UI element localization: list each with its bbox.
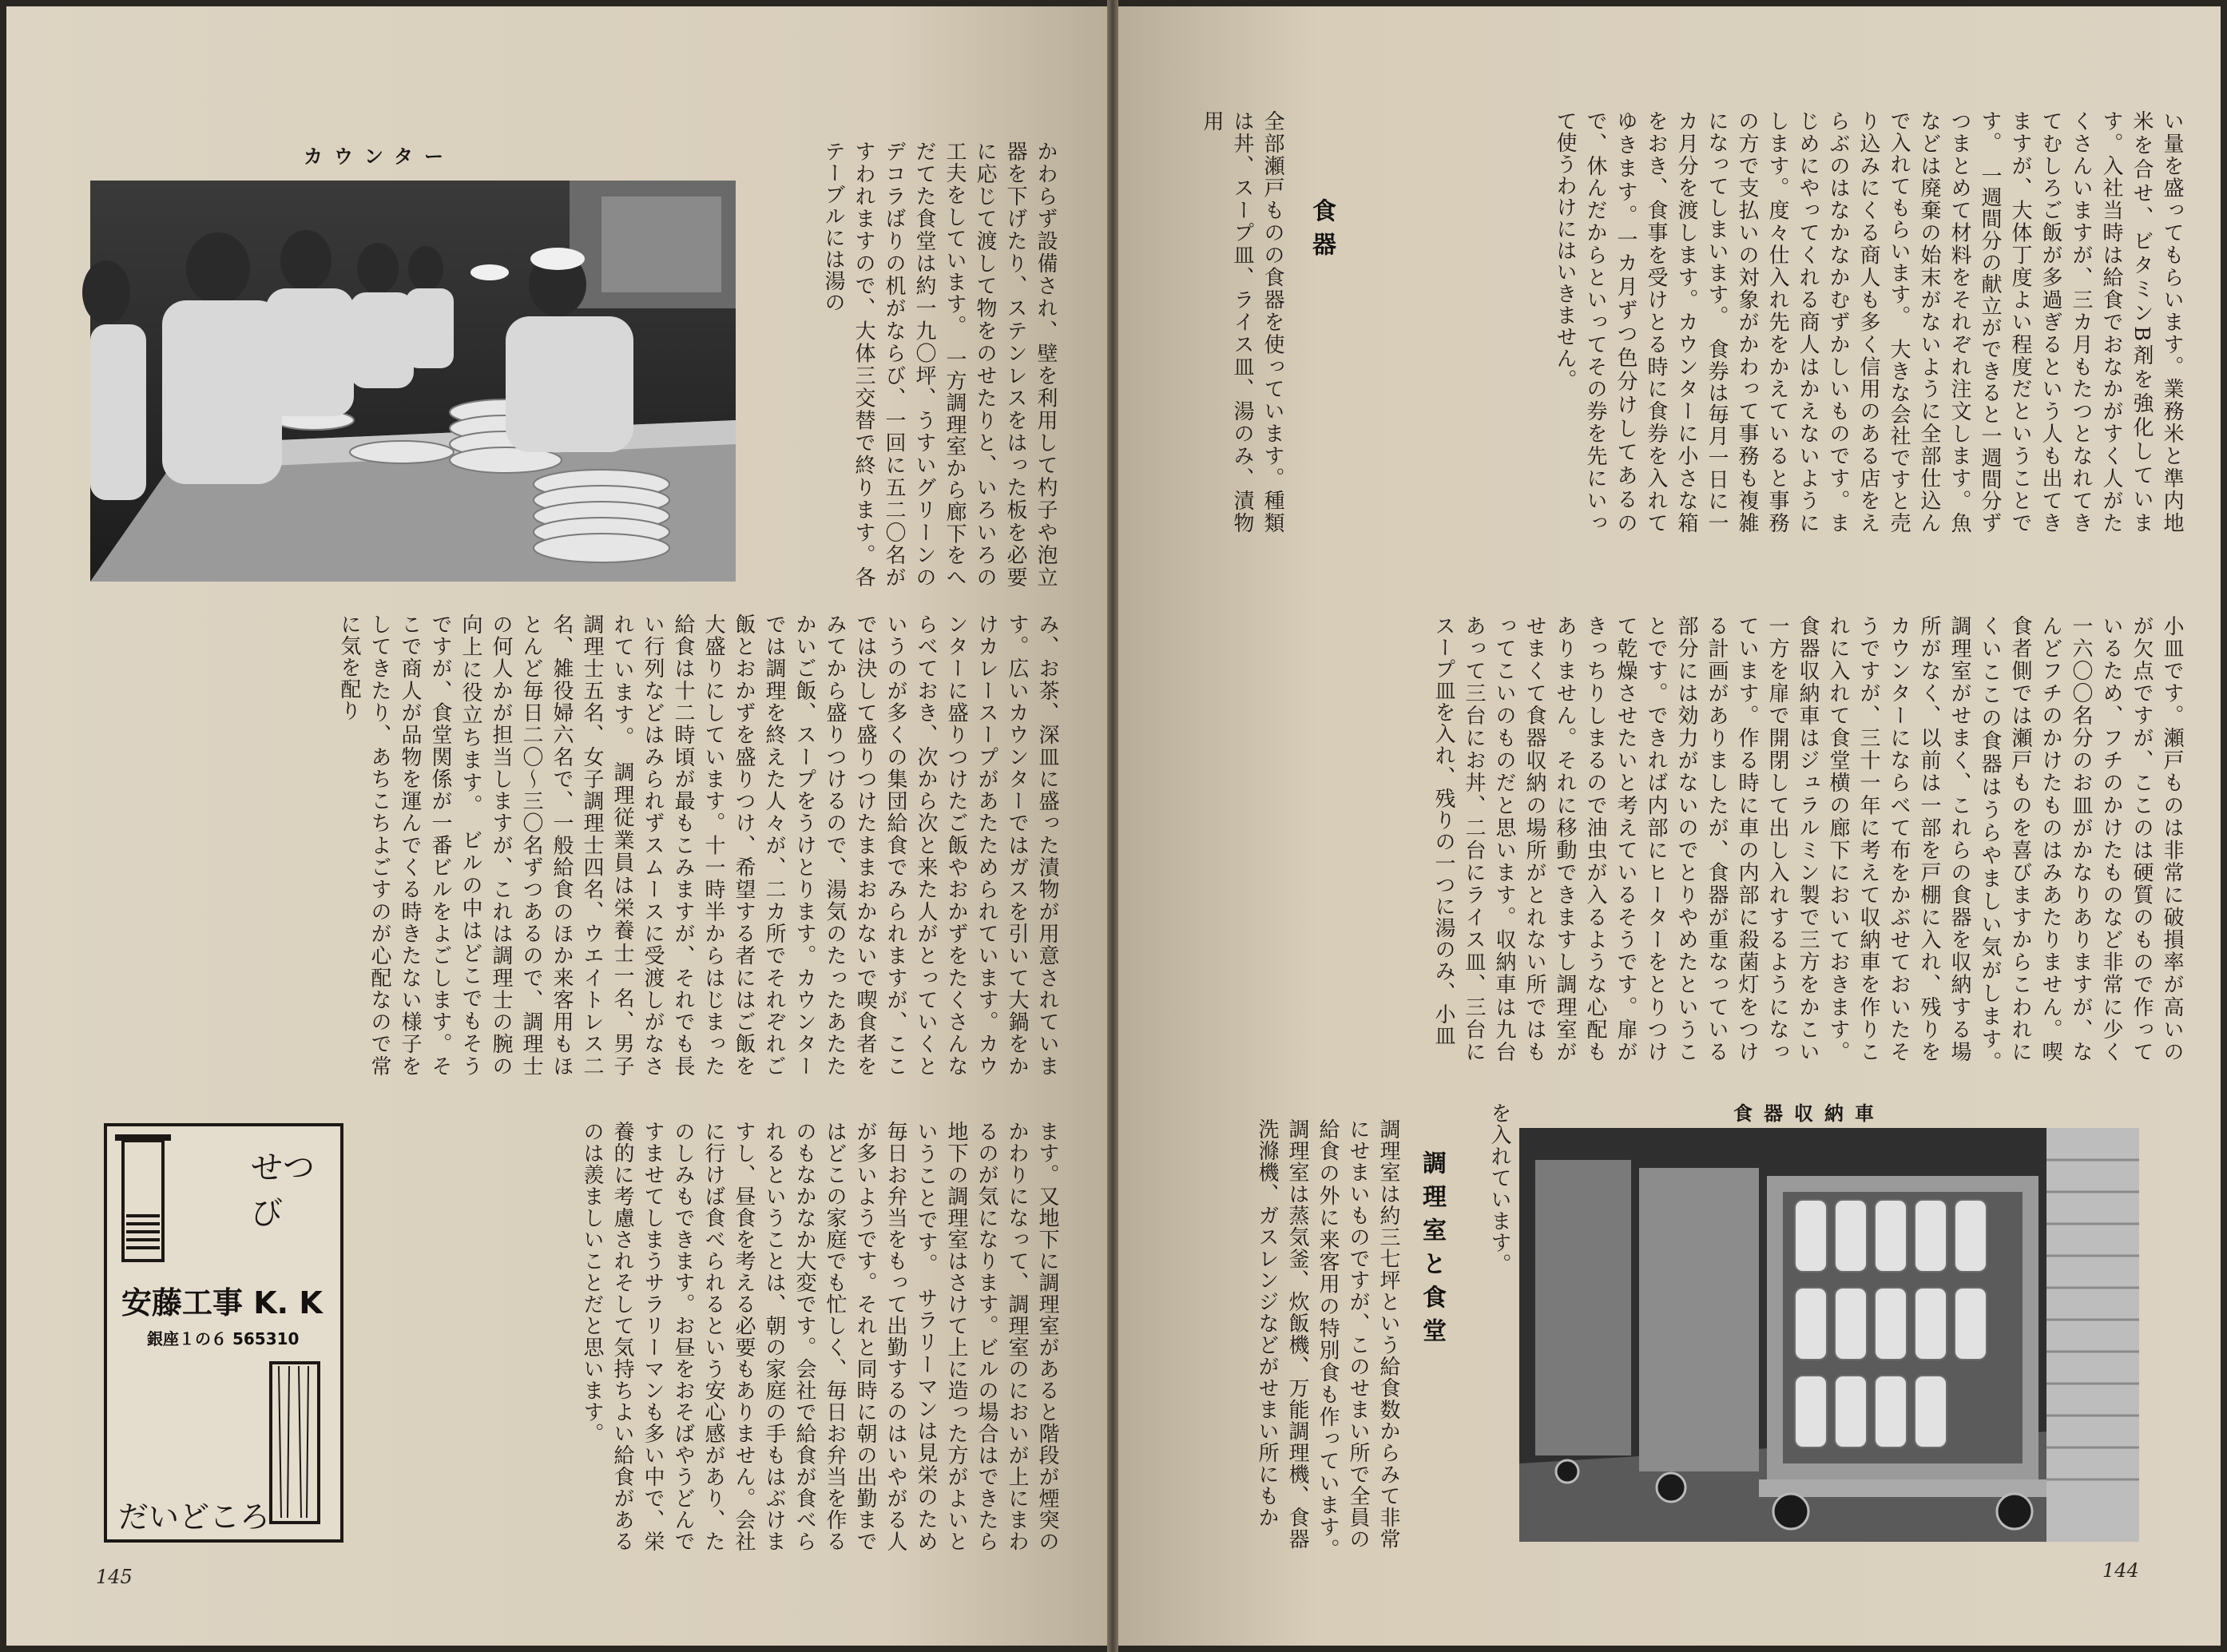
page-number-145: 145: [96, 1566, 133, 1588]
heading-shokki: 食器: [1308, 198, 1336, 265]
ad-company-name: 安藤工事 K. K: [121, 1285, 323, 1320]
photo-storage-cart: [1519, 1128, 2139, 1542]
text-block-right-kitchen: 調理室は約三七坪という給食数からみて非常にせまいものですが、このせまい所で全員の給食の外に来客用の特別食も作っています。 調理室は蒸気釜、炊飯機、万能調理機、食器洗滌機、ガスレンジなどがせまい所にもか: [1255, 1118, 1400, 1571]
ad-ando-kouji: [104, 1123, 343, 1543]
page-number-144: 144: [2102, 1559, 2139, 1582]
ad-daidokoro-text: だいどころ: [118, 1499, 271, 1535]
text-block-right-tableware: 全部瀬戸ものの食器を使っています。種類は丼、スープ皿、ライス皿、湯のみ、漬物用: [1200, 110, 1284, 534]
text-block-right-short: を入れています。: [1487, 1102, 1511, 1275]
counter-photo-image: [90, 181, 736, 582]
page-144: [1118, 6, 2221, 1646]
text-block-left-middle: み、お茶、深皿に盛った漬物が用意されています。広いカウンターではガスを引いて大鍋をかけカレースープがあたためられています。カウンターに盛りつけたご飯やおかずをたくさんならべておき、次から次と来た人がとっていくというのが多くの集団給食でみられますが、ここでは決して盛りつけたままおかないで喫食者をみてから盛りつけるので、湯気のたったあたたかいご飯、スープをうけとります。カウンターでは調理を終えた人々が、二カ所でそれぞれご飯とおかずを盛りつけ、希望する者にはご飯を大盛りにしています。十一時半からはじまった給食は十二時頃が最もこみますが、それでも長い行列などはみられずスムースに受渡しがなされています。 調理従業員は栄養士一名、男子調理士五名、女子調理士四名、ウエイトレス二名、雑役婦六名で、一般給食のほか来客用もほとんど毎日二〇〜三〇名ずつあるので、調理士の何人かが担当しますが、これは調理士の腕の向上に役立ちます。 ビルの中はどこでもそうですが、食堂関係が一番ビルをよごします。そこで商人が品物を運んでくる時きたない様子をしてきたり、あちこちよごすのが心配なので常に気を配り: [337, 614, 1059, 1077]
photo-caption-counter: カウンター: [304, 145, 455, 168]
text-block-right-top: い量を盛ってもらいます。業務米と準内地米を合せ、ビタミンB剤を強化しています。入社当時は給食でおなかがすく人がたくさんいますが、三カ月もたつとなれてきてむしろご飯が多過ぎるという人も出てきますが、大体丁度よい程度だということです。 一週間分の献立ができると一週間分ずつまとめて材料をそれぞれ注文します。魚などは廃棄の始末がないように全部仕込んで入れてもらいます。 大きな会社ですと売り込みにくる商人も多く信用のある店をえらぶのはなかなかむずかしいものです。まじめにやってくれる商人はかえないようにします。度々仕入れ先をかえていると事務の方で支払いの対象がかわって事務も複雑になってしまいます。 食券は毎月一日に一カ月分を渡します。カウンターに小さな箱をおき、食事を受けとる時に食券を入れてゆきます。一カ月ずつ色分けしてあるので、休んだからといってその券を先にいって使うわけにはいきません。: [1553, 110, 2184, 534]
photo-counter: [90, 181, 736, 582]
text-block-left-top: かわらず設備され、壁を利用して杓子や泡立器を下げたり、ステンレスをはった板を必要に応じて渡して物をのせたりと、いろいろの工夫をしています。 一方調理室から廊下をへだてた食堂は約一九〇坪、うすいグリーンのデコラばりの机がならび、一回に五二〇名がすわれますので、大体三交替で終ります。各テーブルには湯の: [821, 141, 1058, 588]
page-145: [6, 6, 1107, 1646]
book-gutter: [1107, 0, 1118, 1652]
text-block-left-bottom: ます。又地下に調理室があると階段が煙突のかわりになって、調理室のにおいが上にまわるのが気になります。ビルの場合はできたら地下の調理室はさけて上に造った方がよいということです。 サラリーマンは見栄のため毎日お弁当をもって出勤するのはいやがる人が多いようです。それと同時に朝の出勤まではどこの家庭でも忙しく、毎日お弁当を作るのもなかなか大変です。会社で給食が食べられるということは、朝の家庭の手もはぶけますし、昼食を考える必要もありません。会社に行けば食べられるという安心感があり、たのしみもできます。お昼をおそばやうどんですませてしまうサラリーマンも多い中で、栄養的に考慮されそして気持ちよい給食があるのは羨ましいことだと思います。: [580, 1121, 1059, 1552]
photo-caption-storage-cart: 食器収納車: [1733, 1102, 1885, 1125]
ad-setsubi-text: せつび: [251, 1150, 315, 1232]
heading-chourishitsu-to-shokudo: 調理室と食堂: [1418, 1150, 1446, 1352]
text-block-right-middle: 小皿です。瀬戸ものは非常に破損率が高いのが欠点ですが、ここのは硬質のもので作っているため、フチのかけたものなど非常に少く一六〇〇名分のお皿がかなりありますが、なんどフチのかけたものはみあたりません。喫食者側では瀬戸ものを喜びますからこわれにくいここの食器はうらやましい気がします。 調理室がせまく、これらの食器を収納する場所がなく、以前は一部を戸棚に入れ、残りをカウンターにならべて布をかぶせておいたそうですが、三十一年に考えて収納車を作りこれに入れて食堂横の廊下においておきます。食器収納車はジュラルミン製で三方をかこい一方を扉で開閉して出し入れするようになっています。作る時に車の内部に殺菌灯をつける計画がありましたが、食器が重なっている部分には効力がないのでとりやめたということです。できれば内部にヒーターをとりつけて乾燥させたいと考えているそうです。扉がきっちりしまるので油虫が入るような心配もありません。それに移動できますし調理室がせまくて食器収納の場所がとれない所ではもってこいのものだと思います。収納車は九台あって三台にお丼、二台にライス皿、三台にスープ皿を入れ、残りの一つに湯のみ、小皿: [1431, 615, 2184, 1084]
storage-cart-photo-image: [1519, 1128, 2139, 1542]
ad-address: 銀座１の６ 565310: [147, 1329, 300, 1348]
